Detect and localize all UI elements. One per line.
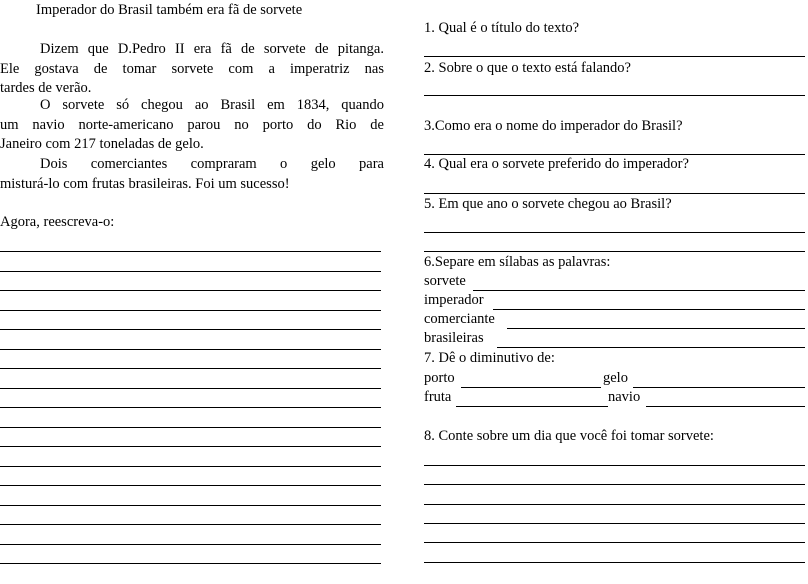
answer-line[interactable] — [461, 387, 601, 388]
syllable-word: imperador — [424, 292, 484, 308]
writing-line[interactable] — [0, 349, 381, 350]
paragraph-line: O sorvete só chegou ao Brasil em 1834, quando — [40, 97, 384, 113]
writing-line[interactable] — [424, 542, 805, 543]
writing-line[interactable] — [0, 524, 381, 525]
writing-line[interactable] — [0, 407, 381, 408]
answer-line[interactable] — [497, 347, 805, 348]
diminutive-word: gelo — [603, 370, 628, 386]
writing-line[interactable] — [424, 562, 805, 563]
answer-line[interactable] — [424, 232, 805, 233]
text-title: Imperador do Brasil também era fã de sorvete — [36, 2, 303, 18]
question-7: 7. Dê o diminutivo de: — [424, 350, 555, 366]
writing-line[interactable] — [0, 563, 381, 564]
rewrite-instruction: Agora, reescreva-o: — [0, 214, 115, 230]
answer-line[interactable] — [473, 290, 805, 291]
writing-line[interactable] — [0, 368, 381, 369]
question-2: 2. Sobre o que o texto está falando? — [424, 60, 631, 76]
answer-line[interactable] — [424, 193, 805, 194]
syllable-word: comerciante — [424, 311, 495, 327]
answer-line[interactable] — [424, 95, 805, 96]
writing-line[interactable] — [0, 485, 381, 486]
writing-line[interactable] — [0, 505, 381, 506]
writing-line[interactable] — [0, 310, 381, 311]
paragraph-line: Ele gostava de tomar sorvete com a imperatriz nas — [0, 60, 384, 77]
paragraph-1 — [0, 40, 384, 99]
paragraph-2 — [0, 96, 384, 155]
answer-line[interactable] — [646, 406, 805, 407]
answer-line[interactable] — [493, 309, 805, 310]
writing-line[interactable] — [0, 466, 381, 467]
diminutive-word: porto — [424, 370, 455, 386]
paragraph-line: tardes de verão. — [0, 80, 92, 96]
diminutive-word: fruta — [424, 389, 452, 405]
question-4: 4. Qual era o sorvete preferido do imperador? — [424, 156, 689, 172]
writing-line[interactable] — [0, 446, 381, 447]
writing-line[interactable] — [0, 544, 381, 545]
question-3: 3.Como era o nome do imperador do Brasil? — [424, 118, 683, 134]
answer-line[interactable] — [424, 154, 805, 155]
question-5: 5. Em que ano o sorvete chegou ao Brasil? — [424, 196, 672, 212]
question-1: 1. Qual é o título do texto? — [424, 20, 580, 36]
writing-line[interactable] — [424, 484, 805, 485]
paragraph-line: Dois comerciantes compraram o gelo para — [40, 156, 384, 172]
paragraph-line: um navio norte-americano parou no porto do Rio de — [0, 116, 384, 133]
syllable-word: sorvete — [424, 273, 466, 289]
writing-line[interactable] — [424, 504, 805, 505]
paragraph-line: misturá-lo com frutas brasileiras. Foi um sucesso! — [0, 175, 290, 192]
answer-line[interactable] — [424, 56, 805, 57]
writing-line[interactable] — [0, 329, 381, 330]
answer-line[interactable] — [633, 387, 805, 388]
writing-line[interactable] — [0, 251, 381, 252]
writing-line[interactable] — [0, 271, 381, 272]
writing-line[interactable] — [424, 465, 805, 466]
answer-line[interactable] — [507, 328, 805, 329]
diminutive-word: navio — [608, 389, 641, 405]
writing-line[interactable] — [0, 290, 381, 291]
syllable-word: brasileiras — [424, 330, 484, 346]
paragraph-3 — [0, 155, 384, 194]
paragraph-line: Dizem que D.Pedro II era fã de sorvete de pitanga. — [40, 41, 384, 57]
question-8: 8. Conte sobre um dia que você foi tomar sorvete: — [424, 428, 714, 444]
question-6: 6.Separe em sílabas as palavras: — [424, 254, 611, 270]
paragraph-line: Janeiro com 217 toneladas de gelo. — [0, 136, 204, 152]
writing-line[interactable] — [0, 427, 381, 428]
writing-line[interactable] — [0, 388, 381, 389]
answer-line[interactable] — [456, 406, 608, 407]
writing-line[interactable] — [424, 523, 805, 524]
answer-line[interactable] — [424, 251, 805, 252]
